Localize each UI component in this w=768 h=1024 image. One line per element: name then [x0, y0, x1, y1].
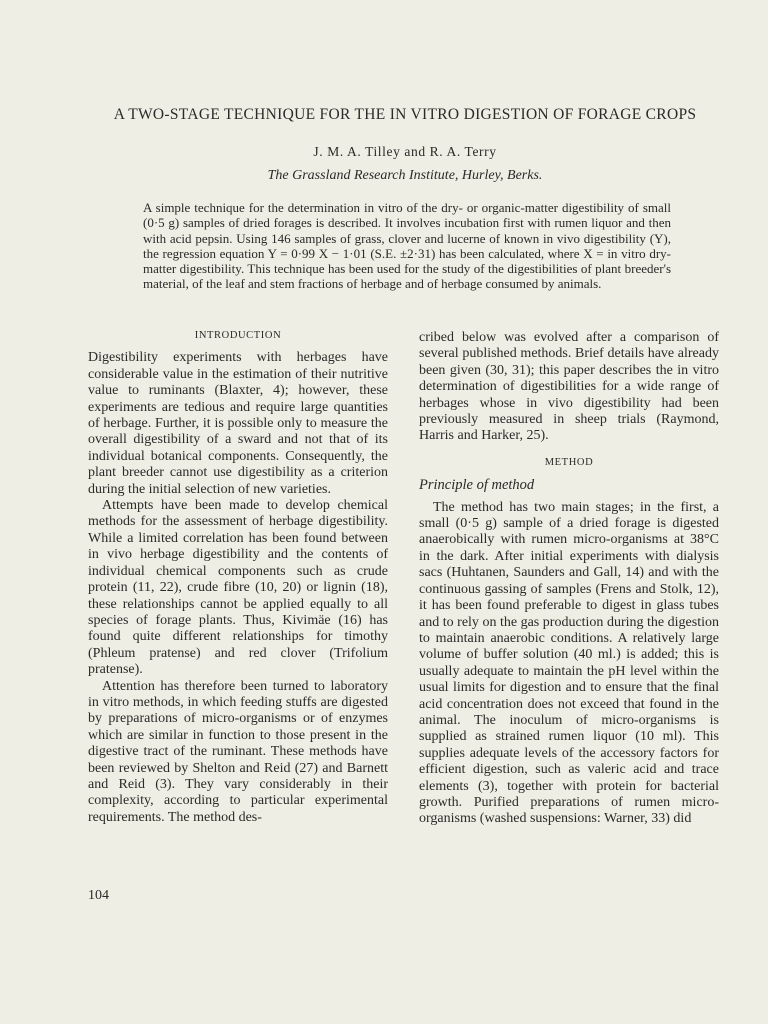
intro-paragraph-2: Attempts have been made to develop chemical methods for the assessment of herbage digestibility. While a limited correlation has been found between in vivo herbage digestibility and the contents of individual chemical components such as crude protein (11, 22), crude fibre (10, 20) or lignin (18), these relationships cannot be applied equally to all species of forage plants. Thus, Kivimäe (16) has found quite different relationships for timothy (Phleum pratense) and red clover (Trifolium pratense). — [88, 498, 388, 678]
abstract: A simple technique for the determination in vitro of the dry- or organic-matter digestibility of small (0·5 g) samples of dried forages is described. It involves incubation first with rumen liquor and then with acid pepsin. Using 146 samples of grass, clover and lucerne of known in vivo digestibility (Y), the regression equation Y = 0·99 X − 1·01 (S.E. ±2·31) has been calculated, where X = in vitro dry-matter digestibility. This technique has been used for the study of the digestibilities of plant breeder's material, of the leaf and stem fractions of herbage and of herbage consumed by animals. — [143, 200, 671, 292]
right-column — [419, 330, 719, 828]
intro-continuation: cribed below was evolved after a comparison of several published methods. Brief details have already been given (30, 31); this paper describes the in vitro determination of digestibilities for a wide range of herbages whose in vivo digestibility had been previously measured in sheep trials (Raymond, Harris and Harker, 25). — [419, 330, 719, 444]
method-paragraph: The method has two main stages; in the first, a small (0·5 g) sample of a dried forage is digested anaerobically with rumen micro-organisms at 38°C in the dark. After initial experiments with dialysis sacs (Huhtanen, Saunders and Gall, 14) and with the continuous gassing of samples (Frens and Stolk, 12), it has been found preferable to digest in glass tubes and to rely on the gas production during the digestion to maintain anaerobic conditions. A relatively large volume of buffer solution (40 ml.) is added; this is usually adequate to maintain the pH level within the usual limits for digestion and to ensure that the final acid concentration does not exceed that found in the animal. The inoculum of micro-organisms is supplied as strained rumen liquor (10 ml). This supplies adequate levels of the accessory factors for efficient digestion, such as valeric acid and trace elements (3), together with protein for bacterial growth. Purified preparations of rumen micro-organisms (washed suspensions: Warner, 33) did — [419, 499, 719, 827]
page-number: 104 — [88, 888, 109, 903]
intro-paragraph-3: Attention has therefore been turned to laboratory in vitro methods, in which feeding stuffs are digested by preparations of micro-organisms or of enzymes which are similar in function to those present in the digestive tract of the ruminant. These methods have been reviewed by Shelton and Reid (27) and Barnett and Reid (3). They vary considerably in their complexity, according to particular experimental requirements. The method des- — [88, 678, 388, 825]
method-heading: METHOD — [544, 456, 594, 468]
article-title: A TWO-STAGE TECHNIQUE FOR THE IN VITRO DIGESTION OF FORAGE CROPS — [113, 106, 697, 123]
introduction-heading: INTRODUCTION — [194, 330, 282, 341]
author-affiliation: The Grassland Research Institute, Hurley, Berks. — [267, 168, 543, 183]
intro-paragraph-1: Digestibility experiments with herbages have considerable value in the estimation of their nutritive value to ruminants (Blaxter, 4); however, these experiments are tedious and require large quantities of herbage. Further, it is possible only to measure the overall digestibility of a sward and not that of its individual botanical components. Consequently, the plant breeder cannot use digestibility as a criterion during the initial selection of new varieties. — [88, 350, 388, 497]
article-authors: J. M. A. Tilley and R. A. Terry — [313, 144, 497, 159]
left-column — [88, 328, 388, 826]
method-subheading: Principle of method — [419, 477, 535, 494]
